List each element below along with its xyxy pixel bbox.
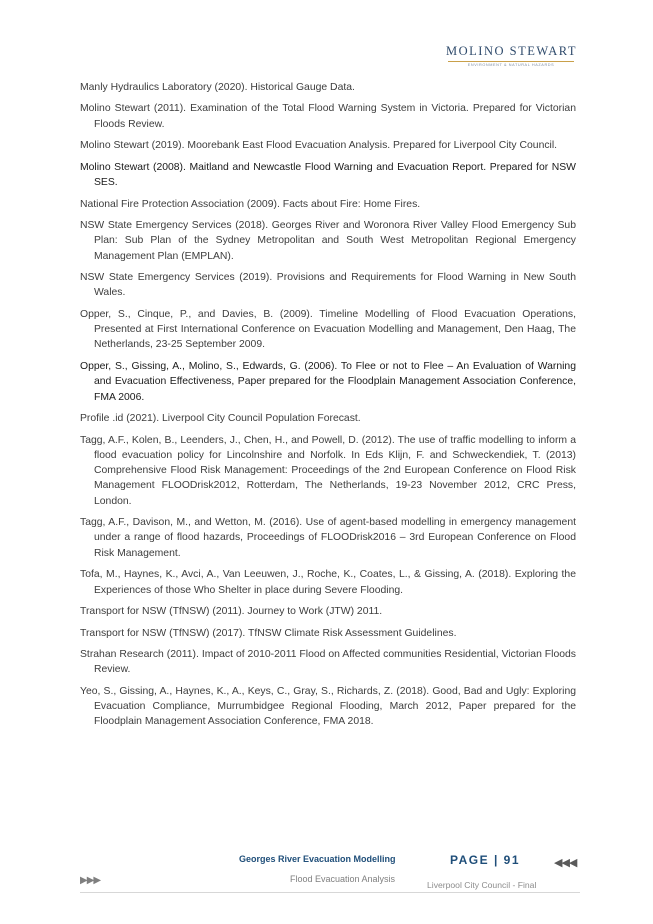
reference-entry: Profile .id (2021). Liverpool City Council Population Forecast. — [80, 413, 361, 425]
logo-subtitle: ENVIRONMENT & NATURAL HAZARDS — [467, 63, 555, 67]
reference-entry: Molino Stewart (2019). Moorebank East Flood Evacuation Analysis. Prepared for Liverpool City Council. — [80, 140, 558, 152]
footer-divider — [80, 892, 580, 893]
reference-entry: Transport for NSW (TfNSW) (2011). Journey to Work (JTW) 2011. — [80, 606, 383, 618]
reference-entry: Tagg, A.F., Davison, M., and Wetton, M. (2016). Use of agent-based modelling in emergency management under a range of flood hazards, Proceedings of FLOODrisk2016 – 3rd European Conference on Flood Risk Management. — [80, 517, 576, 559]
arrow-left-icon: ◀◀◀ — [554, 857, 577, 869]
reference-entry: National Fire Protection Association (2009). Facts about Fire: Home Fires. — [80, 198, 421, 210]
footer-report-subtitle: Flood Evacuation Analysis — [290, 874, 396, 884]
reference-entry: Molino Stewart (2011). Examination of the Total Flood Warning System in Victoria. Prepared for Victorian Floods Review. — [80, 103, 576, 130]
reference-entry: Tofa, M., Haynes, K., Avci, A., Van Leeuwen, J., Roche, K., Coates, L., & Gissing, A. (2018). Exploring the Experiences of those Who Shelter in place during Severe Flooding. — [80, 569, 576, 596]
reference-entry: Yeo, S., Gissing, A., Haynes, K., A., Keys, C., Gray, S., Richards, Z. (2018). Good, Bad and Ugly: Exploring Evacuation Compliance, Murrumbidgee Regional Flooding, March 2012, Paper prepared for the Floodplain Management Association Conference, FMA 2018. — [80, 685, 576, 728]
reference-list — [80, 80, 576, 736]
logo-rule — [448, 61, 574, 62]
reference-entry: Opper, S., Gissing, A., Molino, S., Edwards, G. (2006). To Flee or not to Flee – An Evaluation of Warning and Evacuation Effectiveness, Paper prepared for the Floodplain Management Association Conference, FMA 2006. — [80, 360, 576, 403]
reference-entry: NSW State Emergency Services (2019). Provisions and Requirements for Flood Warning in New South Wales. — [80, 272, 576, 299]
arrow-right-icon: ▶▶▶ — [80, 875, 101, 886]
logo-wordmark: MOLINO STEWART — [446, 44, 578, 58]
page-number: PAGE | 91 — [450, 853, 520, 867]
footer-report-title: Georges River Evacuation Modelling — [239, 854, 396, 864]
reference-entry: Tagg, A.F., Kolen, B., Leenders, J., Chen, H., and Powell, D. (2012). The use of traffic modelling to inform a flood evacuation policy for Lincolnshire and Norfolk. In Eds Klijn, F. and Schweckendiek, T. (2013) Comprehensive Flood Risk Management: Proceedings of the 2nd European Conference on Flood Risk Management FLOODrisk2012, Rotterdam, The Netherlands, 19-23 November 2012, CRC Press, London. — [80, 434, 576, 507]
reference-entry: Manly Hydraulics Laboratory (2020). Historical Gauge Data. — [80, 82, 355, 93]
reference-entry: Molino Stewart (2008). Maitland and Newcastle Flood Warning and Evacuation Report. Prepared for NSW SES. — [80, 161, 576, 189]
footer-client: Liverpool City Council - Final — [427, 880, 537, 890]
reference-entry: NSW State Emergency Services (2018). Georges River and Woronora River Valley Flood Emergency Sub Plan: Sub Plan of the Sydney Metropolitan and South West Metropolitan Regional Emergency Management Plan (EMPLAN). — [80, 220, 576, 262]
reference-entry: Strahan Research (2011). Impact of 2010-2011 Flood on Affected communities Residential, Victorian Floods Review. — [80, 649, 576, 676]
reference-entry: Opper, S., Cinque, P., and Davies, B. (2009). Timeline Modelling of Flood Evacuation Operations, Presented at First International Conference on Evacuation Modelling and Management, Den Haag, The Netherlands, 23-25 September 2009. — [80, 308, 576, 351]
company-logo — [446, 44, 576, 67]
reference-entry: Transport for NSW (TfNSW) (2017). TfNSW Climate Risk Assessment Guidelines. — [80, 627, 457, 639]
